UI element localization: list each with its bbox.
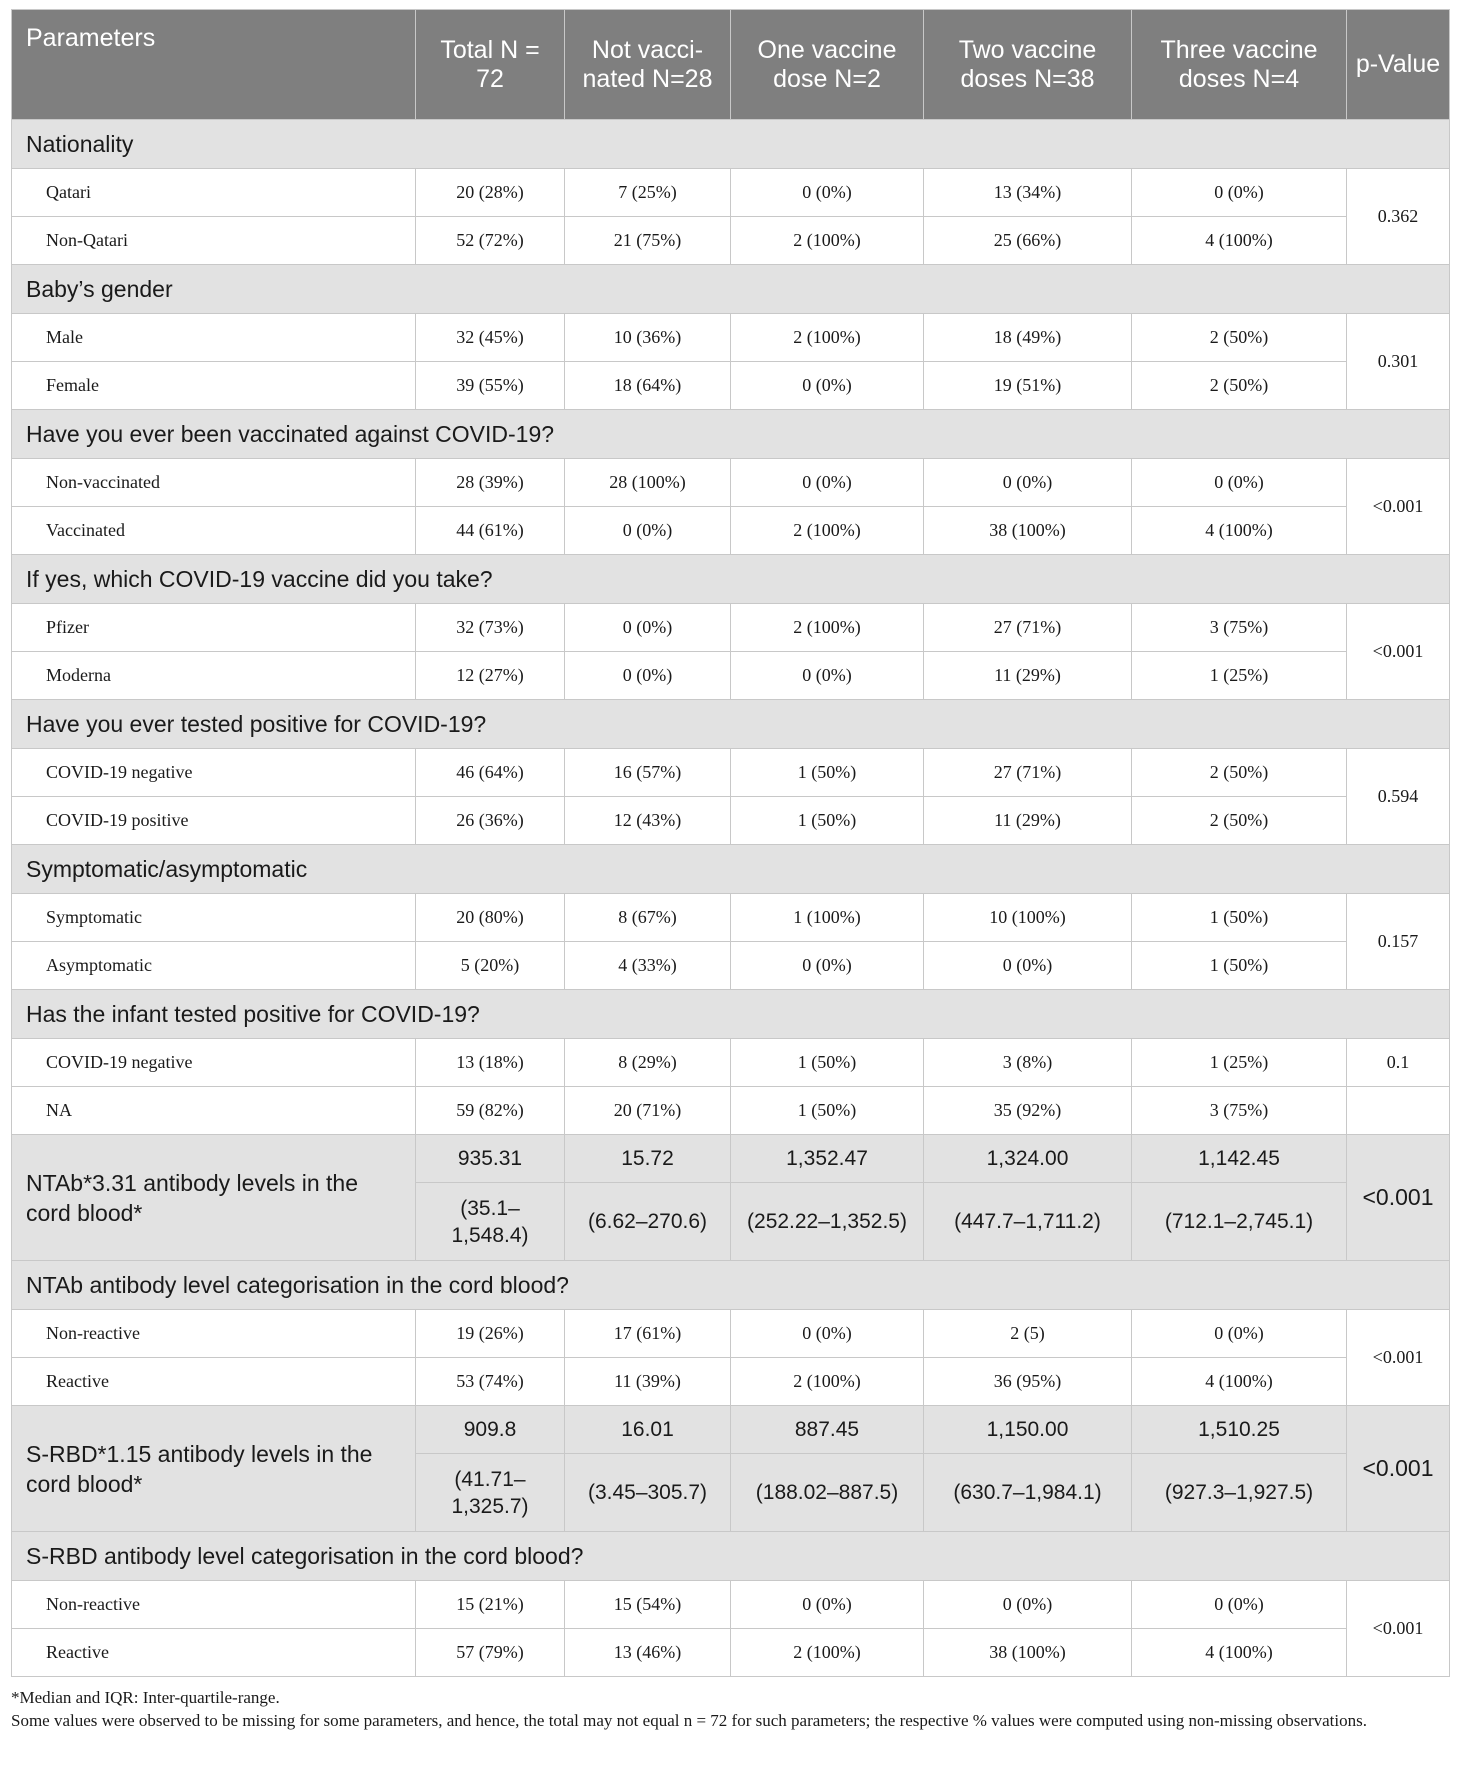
cell-one-dose: 1 (50%) <box>731 797 924 845</box>
results-table-container <box>11 9 1449 1732</box>
cell-total-median: 935.31 <box>416 1135 565 1183</box>
section-row <box>12 845 1450 894</box>
cell-two-doses: 0 (0%) <box>924 459 1132 507</box>
vaccination-antibody-table <box>11 9 1450 1677</box>
cell-p-value: 0.594 <box>1347 749 1450 845</box>
cell-not-vaccinated: 7 (25%) <box>565 169 731 217</box>
row-label: Moderna <box>12 652 416 700</box>
section-title: Has the infant tested positive for COVID-19? <box>12 990 1450 1039</box>
section-row <box>12 1532 1450 1581</box>
row-label: Qatari <box>12 169 416 217</box>
table-row <box>12 894 1450 942</box>
cell-one-dose-median: 1,352.47 <box>731 1135 924 1183</box>
median-row <box>12 1135 1450 1183</box>
cell-three-doses-iqr: (712.1–2,745.1) <box>1132 1183 1347 1261</box>
cell-not-vaccinated: 8 (29%) <box>565 1039 731 1087</box>
row-label: Non-reactive <box>12 1581 416 1629</box>
cell-two-doses: 38 (100%) <box>924 1629 1132 1677</box>
header-row <box>12 10 1450 120</box>
cell-one-dose: 0 (0%) <box>731 169 924 217</box>
table-row <box>12 1358 1450 1406</box>
cell-not-vaccinated: 17 (61%) <box>565 1310 731 1358</box>
cell-not-vaccinated-iqr: (6.62–270.6) <box>565 1183 731 1261</box>
cell-p-value <box>1347 1087 1450 1135</box>
cell-not-vaccinated: 12 (43%) <box>565 797 731 845</box>
cell-one-dose-iqr: (188.02–887.5) <box>731 1454 924 1532</box>
cell-two-doses: 35 (92%) <box>924 1087 1132 1135</box>
cell-two-doses: 13 (34%) <box>924 169 1132 217</box>
table-row <box>12 1629 1450 1677</box>
section-row <box>12 700 1450 749</box>
cell-total: 15 (21%) <box>416 1581 565 1629</box>
cell-p-value: <0.001 <box>1347 604 1450 700</box>
cell-not-vaccinated: 16 (57%) <box>565 749 731 797</box>
cell-two-doses: 0 (0%) <box>924 1581 1132 1629</box>
cell-not-vaccinated: 28 (100%) <box>565 459 731 507</box>
cell-total: 20 (80%) <box>416 894 565 942</box>
header-parameters: Parameters <box>12 10 416 120</box>
cell-p-value: <0.001 <box>1347 1406 1450 1532</box>
row-label: Non-vaccinated <box>12 459 416 507</box>
section-title: NTAb antibody level categorisation in the cord blood? <box>12 1261 1450 1310</box>
cell-not-vaccinated-median: 16.01 <box>565 1406 731 1454</box>
cell-total-iqr: (41.71–1,325.7) <box>416 1454 565 1532</box>
table-row <box>12 652 1450 700</box>
cell-total: 39 (55%) <box>416 362 565 410</box>
cell-two-doses: 27 (71%) <box>924 749 1132 797</box>
row-label: COVID-19 negative <box>12 1039 416 1087</box>
cell-total: 52 (72%) <box>416 217 565 265</box>
table-row <box>12 1087 1450 1135</box>
cell-p-value: 0.1 <box>1347 1039 1450 1087</box>
row-label: Female <box>12 362 416 410</box>
cell-total: 12 (27%) <box>416 652 565 700</box>
section-row <box>12 120 1450 169</box>
cell-p-value: 0.301 <box>1347 314 1450 410</box>
section-row <box>12 410 1450 459</box>
cell-not-vaccinated: 10 (36%) <box>565 314 731 362</box>
cell-three-doses: 1 (50%) <box>1132 894 1347 942</box>
cell-two-doses: 27 (71%) <box>924 604 1132 652</box>
cell-one-dose: 0 (0%) <box>731 1310 924 1358</box>
section-title: Have you ever been vaccinated against COVID-19? <box>12 410 1450 459</box>
section-row <box>12 1261 1450 1310</box>
section-title: Symptomatic/asymptomatic <box>12 845 1450 894</box>
footnote-missing: Some values were observed to be missing for some parameters, and hence, the total may not equal n = 72 for such parameters; the respective % values were computed using non-missing observations. <box>11 1711 1367 1730</box>
header-two-doses: Two vaccine doses N=38 <box>924 10 1132 120</box>
section-row <box>12 990 1450 1039</box>
header-p-value: p-Value <box>1347 10 1450 120</box>
cell-two-doses: 38 (100%) <box>924 507 1132 555</box>
cell-total: 57 (79%) <box>416 1629 565 1677</box>
cell-total: 26 (36%) <box>416 797 565 845</box>
row-label: Non-reactive <box>12 1310 416 1358</box>
section-title: Have you ever tested positive for COVID-19? <box>12 700 1450 749</box>
cell-one-dose: 0 (0%) <box>731 652 924 700</box>
cell-three-doses: 4 (100%) <box>1132 1358 1347 1406</box>
cell-three-doses-median: 1,510.25 <box>1132 1406 1347 1454</box>
cell-three-doses: 3 (75%) <box>1132 604 1347 652</box>
row-label: NTAb*3.31 antibody levels in the cord blood* <box>12 1135 416 1261</box>
row-label: Symptomatic <box>12 894 416 942</box>
cell-three-doses: 0 (0%) <box>1132 1310 1347 1358</box>
cell-one-dose: 0 (0%) <box>731 942 924 990</box>
median-row <box>12 1406 1450 1454</box>
cell-not-vaccinated: 20 (71%) <box>565 1087 731 1135</box>
table-row <box>12 1039 1450 1087</box>
table-row <box>12 169 1450 217</box>
header-total: Total N = 72 <box>416 10 565 120</box>
cell-total: 53 (74%) <box>416 1358 565 1406</box>
cell-three-doses: 4 (100%) <box>1132 507 1347 555</box>
cell-p-value: 0.362 <box>1347 169 1450 265</box>
cell-one-dose-median: 887.45 <box>731 1406 924 1454</box>
cell-two-doses-iqr: (447.7–1,711.2) <box>924 1183 1132 1261</box>
cell-p-value: <0.001 <box>1347 459 1450 555</box>
cell-one-dose: 0 (0%) <box>731 459 924 507</box>
cell-not-vaccinated: 4 (33%) <box>565 942 731 990</box>
cell-one-dose: 1 (50%) <box>731 749 924 797</box>
cell-three-doses: 0 (0%) <box>1132 1581 1347 1629</box>
cell-p-value: <0.001 <box>1347 1135 1450 1261</box>
row-label: Vaccinated <box>12 507 416 555</box>
cell-two-doses: 25 (66%) <box>924 217 1132 265</box>
cell-one-dose: 1 (50%) <box>731 1087 924 1135</box>
cell-one-dose: 2 (100%) <box>731 1358 924 1406</box>
cell-total-median: 909.8 <box>416 1406 565 1454</box>
row-label: Pfizer <box>12 604 416 652</box>
row-label: NA <box>12 1087 416 1135</box>
cell-not-vaccinated: 0 (0%) <box>565 604 731 652</box>
cell-two-doses-median: 1,324.00 <box>924 1135 1132 1183</box>
cell-two-doses: 19 (51%) <box>924 362 1132 410</box>
section-row <box>12 555 1450 604</box>
table-row <box>12 362 1450 410</box>
cell-total-iqr: (35.1–1,548.4) <box>416 1183 565 1261</box>
row-label: S-RBD*1.15 antibody levels in the cord blood* <box>12 1406 416 1532</box>
cell-not-vaccinated: 13 (46%) <box>565 1629 731 1677</box>
cell-three-doses: 1 (25%) <box>1132 652 1347 700</box>
footnote-median: *Median and IQR: Inter-quartile-range. <box>11 1688 280 1707</box>
cell-not-vaccinated: 15 (54%) <box>565 1581 731 1629</box>
cell-three-doses-iqr: (927.3–1,927.5) <box>1132 1454 1347 1532</box>
cell-one-dose: 1 (50%) <box>731 1039 924 1087</box>
table-footnotes <box>11 1686 1449 1732</box>
row-label: COVID-19 negative <box>12 749 416 797</box>
cell-one-dose: 2 (100%) <box>731 604 924 652</box>
row-label: COVID-19 positive <box>12 797 416 845</box>
cell-not-vaccinated: 21 (75%) <box>565 217 731 265</box>
cell-total: 44 (61%) <box>416 507 565 555</box>
table-row <box>12 1310 1450 1358</box>
section-title: Nationality <box>12 120 1450 169</box>
cell-total: 13 (18%) <box>416 1039 565 1087</box>
cell-two-doses: 2 (5) <box>924 1310 1132 1358</box>
cell-three-doses: 1 (25%) <box>1132 1039 1347 1087</box>
table-row <box>12 507 1450 555</box>
cell-three-doses: 2 (50%) <box>1132 749 1347 797</box>
cell-p-value: <0.001 <box>1347 1310 1450 1406</box>
cell-total: 28 (39%) <box>416 459 565 507</box>
cell-not-vaccinated: 0 (0%) <box>565 507 731 555</box>
cell-two-doses-iqr: (630.7–1,984.1) <box>924 1454 1132 1532</box>
cell-one-dose: 0 (0%) <box>731 1581 924 1629</box>
cell-two-doses: 3 (8%) <box>924 1039 1132 1087</box>
cell-three-doses: 2 (50%) <box>1132 362 1347 410</box>
cell-not-vaccinated-iqr: (3.45–305.7) <box>565 1454 731 1532</box>
cell-total: 19 (26%) <box>416 1310 565 1358</box>
cell-p-value: 0.157 <box>1347 894 1450 990</box>
table-row <box>12 459 1450 507</box>
cell-three-doses: 4 (100%) <box>1132 1629 1347 1677</box>
header-not-vaccinated: Not vacci-nated N=28 <box>565 10 731 120</box>
table-row <box>12 797 1450 845</box>
cell-two-doses: 36 (95%) <box>924 1358 1132 1406</box>
cell-three-doses: 4 (100%) <box>1132 217 1347 265</box>
cell-one-dose: 2 (100%) <box>731 507 924 555</box>
cell-one-dose: 1 (100%) <box>731 894 924 942</box>
cell-one-dose: 2 (100%) <box>731 1629 924 1677</box>
cell-one-dose-iqr: (252.22–1,352.5) <box>731 1183 924 1261</box>
cell-one-dose: 2 (100%) <box>731 314 924 362</box>
header-three-doses: Three vaccine doses N=4 <box>1132 10 1347 120</box>
header-one-dose: One vaccine dose N=2 <box>731 10 924 120</box>
row-label: Non-Qatari <box>12 217 416 265</box>
cell-three-doses: 3 (75%) <box>1132 1087 1347 1135</box>
cell-three-doses-median: 1,142.45 <box>1132 1135 1347 1183</box>
cell-two-doses: 0 (0%) <box>924 942 1132 990</box>
table-row <box>12 604 1450 652</box>
cell-three-doses: 2 (50%) <box>1132 797 1347 845</box>
cell-three-doses: 1 (50%) <box>1132 942 1347 990</box>
cell-total: 20 (28%) <box>416 169 565 217</box>
section-title: Baby’s gender <box>12 265 1450 314</box>
table-row <box>12 942 1450 990</box>
cell-three-doses: 2 (50%) <box>1132 314 1347 362</box>
section-title: If yes, which COVID-19 vaccine did you take? <box>12 555 1450 604</box>
section-row <box>12 265 1450 314</box>
section-title: S-RBD antibody level categorisation in the cord blood? <box>12 1532 1450 1581</box>
cell-two-doses-median: 1,150.00 <box>924 1406 1132 1454</box>
cell-three-doses: 0 (0%) <box>1132 459 1347 507</box>
cell-one-dose: 0 (0%) <box>731 362 924 410</box>
cell-two-doses: 11 (29%) <box>924 797 1132 845</box>
cell-p-value: <0.001 <box>1347 1581 1450 1677</box>
cell-two-doses: 10 (100%) <box>924 894 1132 942</box>
cell-not-vaccinated: 0 (0%) <box>565 652 731 700</box>
row-label: Reactive <box>12 1358 416 1406</box>
row-label: Male <box>12 314 416 362</box>
table-row <box>12 314 1450 362</box>
cell-not-vaccinated: 8 (67%) <box>565 894 731 942</box>
cell-not-vaccinated-median: 15.72 <box>565 1135 731 1183</box>
row-label: Asymptomatic <box>12 942 416 990</box>
cell-one-dose: 2 (100%) <box>731 217 924 265</box>
cell-total: 32 (45%) <box>416 314 565 362</box>
cell-total: 5 (20%) <box>416 942 565 990</box>
cell-total: 46 (64%) <box>416 749 565 797</box>
cell-not-vaccinated: 18 (64%) <box>565 362 731 410</box>
cell-three-doses: 0 (0%) <box>1132 169 1347 217</box>
table-row <box>12 217 1450 265</box>
cell-two-doses: 18 (49%) <box>924 314 1132 362</box>
row-label: Reactive <box>12 1629 416 1677</box>
cell-total: 59 (82%) <box>416 1087 565 1135</box>
table-row <box>12 749 1450 797</box>
table-row <box>12 1581 1450 1629</box>
cell-total: 32 (73%) <box>416 604 565 652</box>
cell-two-doses: 11 (29%) <box>924 652 1132 700</box>
cell-not-vaccinated: 11 (39%) <box>565 1358 731 1406</box>
